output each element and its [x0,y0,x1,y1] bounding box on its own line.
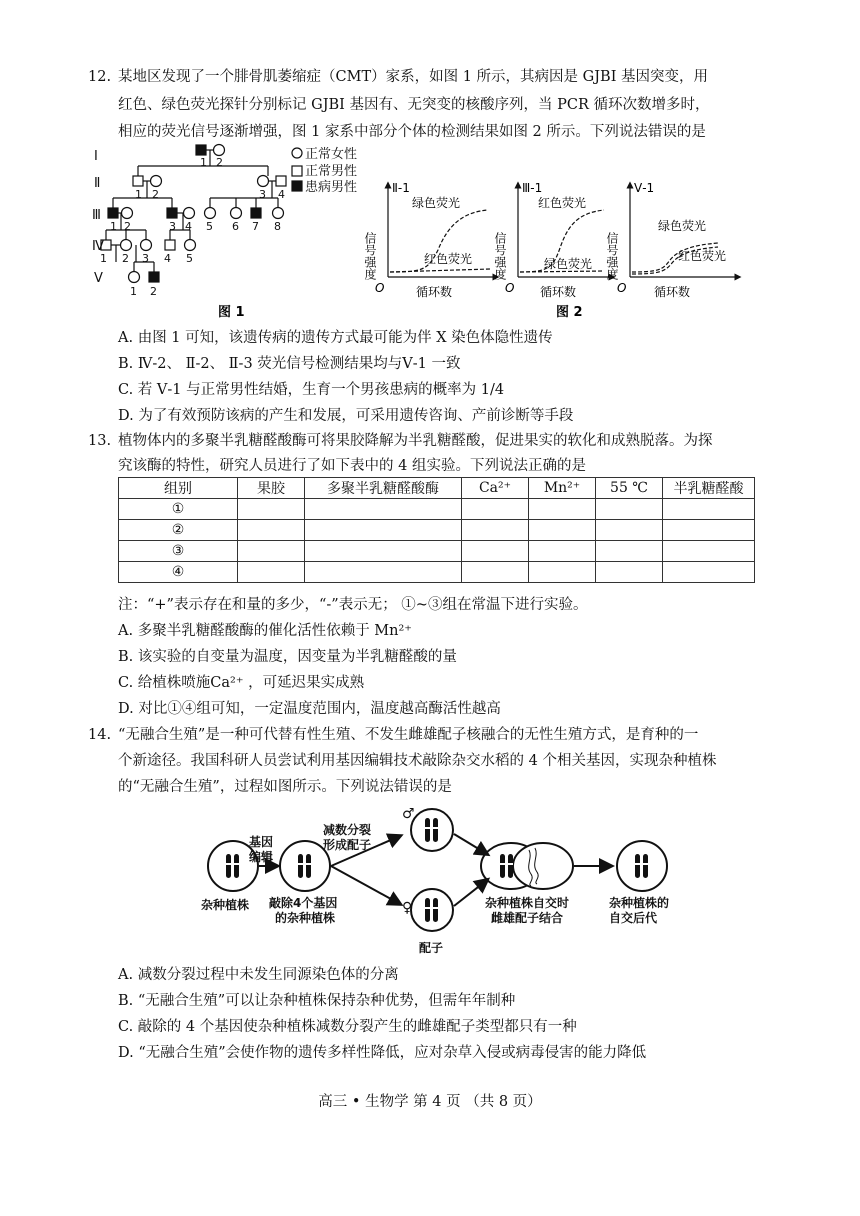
col-ca: Ca²⁺ [462,478,529,499]
col-mn: Mn²⁺ [529,478,596,499]
cell-knockout-label-2: 的杂种植株 [275,911,336,925]
svg-text:绿色荧光: 绿色荧光 [412,196,461,210]
q13-stem-1: 植物体内的多聚半乳糖醛酸酶可将果胶降解为半乳糖醛酸，促进果实的软化和成熟脱落。为探 [118,433,713,449]
svg-text:O: O [375,281,385,295]
q14-stem-1: “无融合生殖”是一种可代替有性生殖、不发生雌雄配子核融合的无性生殖方式，是育种的一 [118,727,699,743]
panel-ii1 [363,181,496,299]
col-pectin: 果胶 [238,478,305,499]
q13-option-c: C. 给植株喷施Ca²⁺ ，可延迟果实成熟 [118,675,365,691]
q14-number: 14. [88,727,112,743]
svg-text:3: 3 [142,252,149,265]
male-symbol: ♂ [402,806,415,822]
svg-text:5: 5 [186,252,193,265]
svg-text:1: 1 [100,252,107,265]
pedigree-figure [88,140,378,320]
offspring-label-1: 杂种植株的 [609,896,670,910]
gen-1-label: Ⅰ [94,149,98,164]
svg-text:O: O [505,281,515,295]
gen-4-label: Ⅳ [92,239,104,254]
svg-text:6: 6 [232,220,239,233]
legend-normal-male: 正常男性 [305,164,358,179]
col-product: 半乳糖醛酸 [663,478,755,499]
q14-option-b: B. “无融合生殖”可以让杂种植株保持杂种优势，但需年年制种 [118,993,516,1009]
svg-text:1: 1 [200,156,207,169]
svg-text:Ⅲ-1: Ⅲ-1 [522,181,543,195]
q13-stem-2: 究该酶的特性，研究人员进行了如下表中的 4 组实验。下列说法正确的是 [118,458,586,474]
col-temp: 55 ℃ [596,478,663,499]
q14-stem-3: 的“无融合生殖”，过程如图所示。下列说法错误的是 [118,779,452,795]
fusion-label-1: 杂种植株自交时 [485,896,570,910]
fig1-caption: 图 1 [218,305,245,320]
cell-hybrid-label: 杂种植株 [201,898,250,912]
table-row: ① [119,499,755,520]
q14-option-d: D. “无融合生殖”会使作物的遗传多样性降低，应对杂草入侵或病毒侵害的能力降低 [118,1045,647,1061]
q14-option-c: C. 敲除的 4 个基因使杂种植株减数分裂产生的雌雄配子类型都只有一种 [118,1019,577,1035]
svg-text:2: 2 [152,188,159,201]
offspring-label-2: 自交后代 [609,911,658,925]
gamete-label: 配子 [419,941,444,955]
q14-option-a: A. 减数分裂过程中未发生同源染色体的分离 [118,967,399,983]
female-symbol: ♀ [402,900,413,916]
fluorescence-figure [363,180,748,320]
svg-text:红色荧光: 红色荧光 [424,252,473,266]
svg-text:3: 3 [169,220,176,233]
svg-text:1: 1 [110,220,117,233]
gen-3-label: Ⅲ [92,208,101,223]
svg-text:7: 7 [252,220,259,233]
svg-text:绿色荧光: 绿色荧光 [658,219,707,233]
q12-stem-1: 某地区发现了一个腓骨肌萎缩症（CMT）家系，如图 1 所示，其病因是 GJBI 基因突变，用 [118,69,709,85]
svg-text:5: 5 [206,220,213,233]
page-footer: 高三 • 生物学 第 4 页 （共 8 页） [318,1094,542,1110]
panel-v1 [605,181,738,299]
svg-text:2: 2 [216,156,223,169]
svg-text:1: 1 [135,188,142,201]
table-row: ③ [119,541,755,562]
q14-stem-2: 个新途径。我国科研人员尝试利用基因编辑技术敲除杂交水稻的 4 个相关基因，实现杂种植株 [118,753,717,769]
step-gene-edit-2: 编辑 [249,850,274,864]
legend-normal-female: 正常女性 [305,147,358,162]
svg-text:信号强度: 信号强度 [605,232,619,280]
q13-number: 13. [88,433,112,449]
legend-affected-male: 患病男性 [305,180,358,195]
svg-text:红色荧光: 红色荧光 [678,249,727,263]
fig2-caption: 图 2 [556,305,583,320]
q12-option-c: C. 若 Ⅴ-1 与正常男性结婚，生育一个男孩患病的概率为 1/4 [118,382,505,398]
svg-text:4: 4 [278,188,285,201]
svg-text:4: 4 [185,220,192,233]
step-gene-edit-1: 基因 [249,835,274,849]
step-meiosis-2: 形成配子 [323,838,372,852]
gen-2-label: Ⅱ [94,176,101,191]
svg-text:8: 8 [274,220,281,233]
col-enzyme: 多聚半乳糖醛酸酶 [305,478,462,499]
svg-text:循环数: 循环数 [540,285,577,299]
svg-text:循环数: 循环数 [416,285,453,299]
step-meiosis-1: 减数分裂 [323,823,372,837]
q13-option-d: D. 对比①④组可知，一定温度范围内，温度越高酶活性越高 [118,701,501,717]
svg-text:红色荧光: 红色荧光 [538,196,587,210]
cell-knockout-label-1: 敲除4个基因 [269,896,338,910]
svg-text:2: 2 [124,220,131,233]
svg-text:1: 1 [130,285,137,298]
q13-option-b: B. 该实验的自变量为温度，因变量为半乳糖醛酸的量 [118,649,457,665]
col-group: 组别 [119,478,238,499]
svg-text:信号强度: 信号强度 [493,232,507,280]
svg-text:2: 2 [122,252,129,265]
table-header-row [119,478,755,499]
svg-text:O: O [617,281,627,295]
q13-option-a: A. 多聚半乳糖醛酸酶的催化活性依赖于 Mn²⁺ [118,623,412,639]
experiment-table [118,477,755,583]
svg-text:3: 3 [259,188,266,201]
svg-text:信号强度: 信号强度 [363,232,377,280]
svg-text:Ⅱ-1: Ⅱ-1 [392,181,410,195]
q12-option-a: A. 由图 1 可知，该遗传病的遗传方式最可能为伴 X 染色体隐性遗传 [118,330,553,346]
panel-iii1 [493,181,612,299]
table-row: ② [119,520,755,541]
fusion-label-2: 雌雄配子结合 [491,911,564,925]
q12-option-b: B. Ⅳ-2、 Ⅱ-2、 Ⅱ-3 荧光信号检测结果均与Ⅴ-1 一致 [118,356,461,372]
svg-text:2: 2 [150,285,157,298]
table-row: ④ [119,562,755,583]
q13-note: 注：“+”表示存在和量的多少，“-”表示无； ①~③组在常温下进行实验。 [118,597,588,613]
q12-stem-2: 红色、绿色荧光探针分别标记 GJBI 基因有、无突变的核酸序列，当 PCR 循环次数增多时， [118,97,710,113]
q12-stem-3: 相应的荧光信号逐渐增强，图 1 家系中部分个体的检测结果如图 2 所示。下列说法错误的是 [118,124,706,140]
svg-text:Ⅴ-1: Ⅴ-1 [634,181,655,195]
gen-5-label: Ⅴ [94,271,103,286]
svg-text:绿色荧光: 绿色荧光 [544,257,593,271]
svg-text:循环数: 循环数 [654,285,691,299]
q12-number: 12. [88,69,112,85]
q12-option-d: D. 为了有效预防该病的产生和发展，可采用遗传咨询、产前诊断等手段 [118,408,574,424]
apomixis-diagram [195,806,705,956]
svg-text:4: 4 [164,252,171,265]
